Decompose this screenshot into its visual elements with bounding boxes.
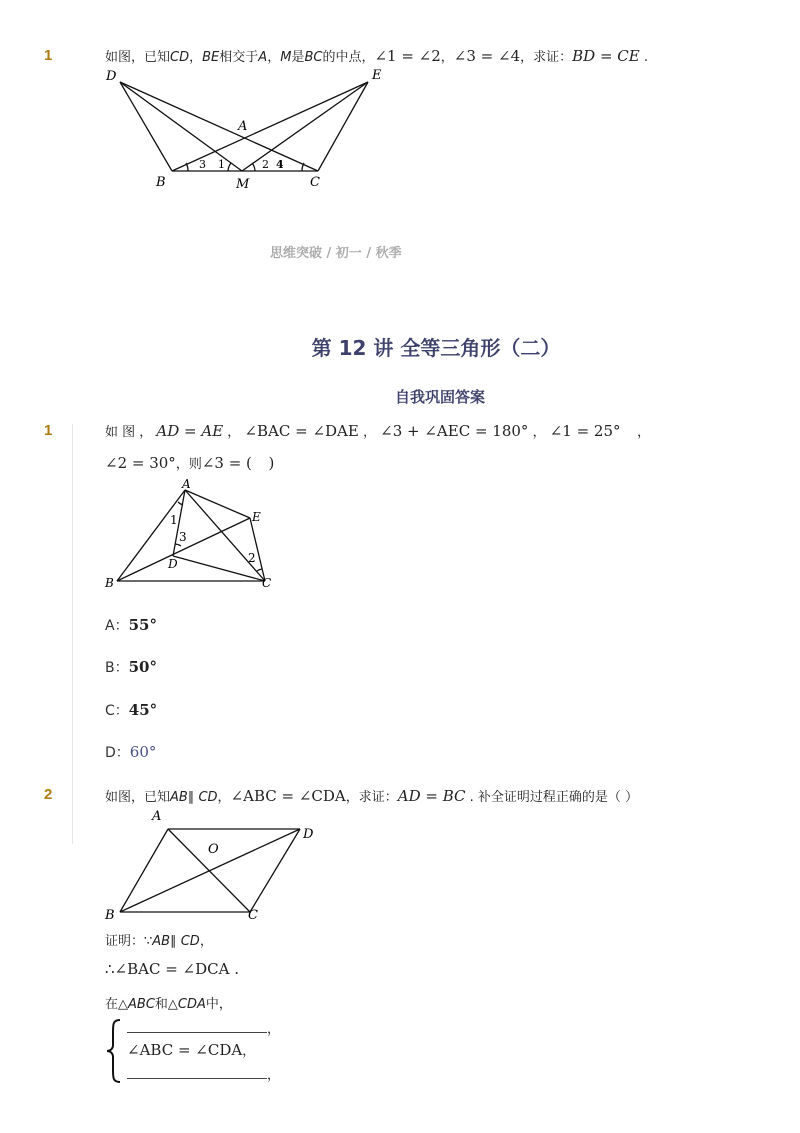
label-E: E: [252, 510, 261, 524]
label-D: D: [106, 69, 117, 84]
label-A: A: [238, 119, 248, 134]
figure-2-geometry: [100, 474, 290, 594]
prev-problem-statement: 如图，已知CD，BE相交于A，M是BC的中点，∠1 = ∠2，∠3 = ∠4，求证：BD = CE .: [105, 47, 649, 65]
label-B: B: [105, 908, 115, 923]
figure-3-geometry: [100, 806, 330, 926]
option-b[interactable]: B：50°: [105, 658, 157, 676]
angle-2-label: 2: [248, 551, 256, 565]
angle-1-label: 1: [218, 158, 225, 171]
question-1-stem-line1: 如 图 ， AD = AE ， ∠BAC = ∠DAE ， ∠3 + ∠AEC = 180° ， ∠1 = 25° ，: [105, 422, 651, 440]
label-C: C: [262, 576, 272, 590]
divider: [72, 424, 73, 844]
proof-intro: 证明：∵AB∥ CD，: [105, 934, 213, 949]
section-title: 自我巩固答案: [394, 388, 485, 406]
label-B: B: [105, 576, 114, 590]
question-2-stem: 如图，已知AB∥ CD，∠ABC = ∠CDA，求证：AD = BC . 补全证明过程正确的是（ ）: [105, 787, 639, 805]
angle-3-label: 3: [199, 158, 206, 171]
lecture-title: 第 12 讲 全等三角形（二）: [311, 336, 561, 360]
angle-4-label: 4: [276, 158, 284, 171]
label-B: B: [156, 175, 166, 190]
proof-triangles: 在△ABC和△CDA中，: [105, 997, 232, 1012]
option-a[interactable]: A：55°: [105, 616, 157, 634]
option-c[interactable]: C：45°: [105, 701, 158, 719]
angle-1-label: 1: [170, 513, 178, 527]
label-C: C: [310, 175, 320, 190]
label-D: D: [303, 827, 314, 842]
question-2-number: 2: [44, 786, 53, 803]
label-D: D: [168, 557, 178, 571]
label-C: C: [248, 908, 258, 923]
brace-icon: [104, 1018, 124, 1084]
label-A: A: [182, 477, 191, 491]
problem-number: 1: [44, 47, 53, 64]
label-M: M: [236, 177, 250, 192]
proof-step: ∴∠BAC = ∠DCA .: [105, 960, 239, 978]
system-line-3-blank[interactable]: ，: [127, 1064, 280, 1083]
question-1-number: 1: [44, 422, 53, 439]
figure-1-geometry: [100, 64, 400, 194]
label-A: A: [152, 809, 162, 824]
angle-3-label: 3: [179, 530, 187, 544]
page-footer: 思维突破 / 初一 / 秋季: [270, 246, 402, 261]
option-d[interactable]: D：60°: [105, 743, 157, 761]
angle-2-label: 2: [262, 158, 269, 171]
label-O: O: [208, 842, 219, 857]
system-line-1-blank[interactable]: ，: [127, 1018, 280, 1037]
system-line-2: ∠ABC = ∠CDA，: [127, 1041, 256, 1059]
question-1-stem-line2: ∠2 = 30°，则∠3 = ( ): [105, 454, 275, 472]
label-E: E: [372, 68, 382, 83]
